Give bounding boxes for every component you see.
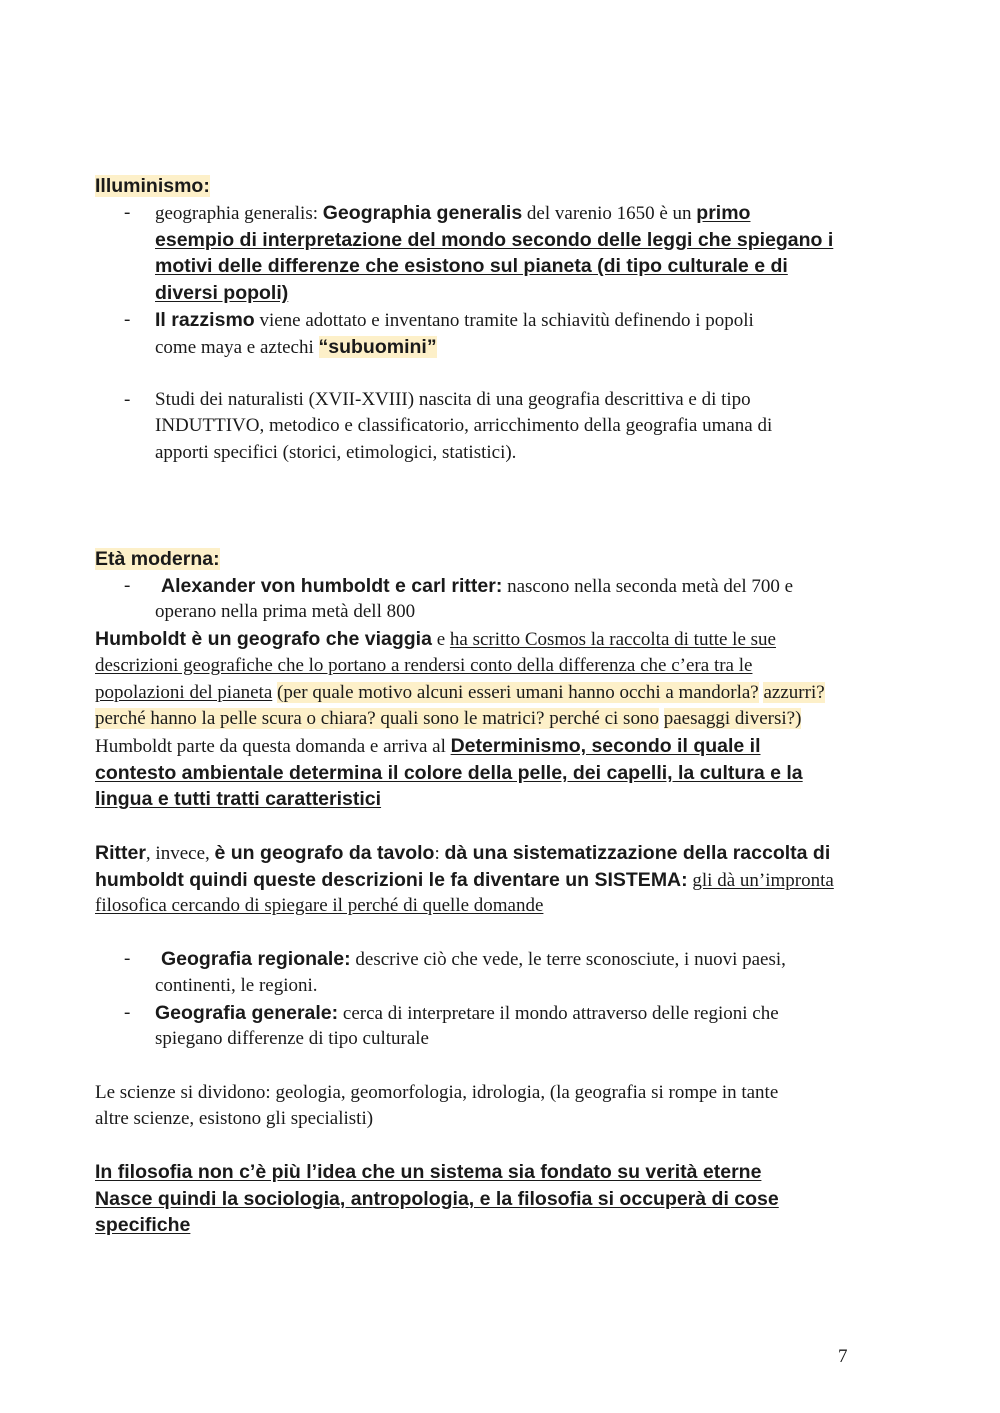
illuminismo-item1-line2: esempio di interpretazione del mondo secondo delle leggi che spiegano i: [155, 229, 834, 251]
humboldt-line4: perché hanno la pelle scura o chiara? quali sono le matrici? perché ci sono paesaggi diversi?): [95, 708, 802, 729]
illuminismo-item1-line4: diversi popoli): [155, 282, 289, 304]
heading-illuminismo: Illuminismo:: [95, 175, 210, 197]
ritter-line2: humboldt quindi queste descrizioni le fa diventare un SISTEMA: gli dà un’impronta: [95, 869, 834, 891]
regionale-line1: Geografia regionale: descrive ciò che vede, le terre sconosciute, i nuovi paesi,: [161, 948, 786, 970]
bullet: -: [124, 948, 131, 969]
illuminismo-item3-line1: Studi dei naturalisti (XVII-XVIII) nascita di una geografia descrittiva e di tipo: [155, 389, 751, 410]
bullet: -: [124, 389, 131, 410]
humboldt-line7: lingua e tutti tratti caratteristici: [95, 788, 382, 810]
generale-line1: Geografia generale: cerca di interpretare il mondo attraverso delle regioni che: [155, 1002, 779, 1024]
humboldt-line2: descrizioni geografiche che lo portano a rendersi conto della differenza che c’era tra le: [95, 655, 753, 676]
regionale-line2: continenti, le regioni.: [155, 975, 318, 996]
illuminismo-item2-line2: come maya e aztechi “subuomini”: [155, 336, 437, 358]
filosofia-line1: In filosofia non c’è più l’idea che un sistema sia fondato su verità eterne: [95, 1161, 762, 1183]
ritter-line1: Ritter, invece, è un geografo da tavolo: dà una sistematizzazione della raccolta di: [95, 842, 831, 864]
filosofia-line2: Nasce quindi la sociologia, antropologia, e la filosofia si occuperà di cose: [95, 1188, 779, 1210]
filosofia-line3: specifiche: [95, 1214, 191, 1236]
eta-item1-line1: Alexander von humboldt e carl ritter: nascono nella seconda metà del 700 e: [161, 575, 794, 597]
humboldt-line1: Humboldt è un geografo che viaggia e ha scritto Cosmos la raccolta di tutte le sue: [95, 628, 776, 650]
scienze-line2: altre scienze, esistono gli specialisti): [95, 1108, 374, 1129]
heading-eta-moderna: Età moderna:: [95, 548, 220, 570]
scienze-line1: Le scienze si dividono: geologia, geomorfologia, idrologia, (la geografia si rompe in tante: [95, 1082, 779, 1103]
ritter-line3: filosofica cercando di spiegare il perché di quelle domande: [95, 895, 544, 916]
eta-item1-line2: operano nella prima metà dell 800: [155, 601, 416, 622]
illuminismo-item2-line1: Il razzismo viene adottato e inventano tramite la schiavitù definendo i popoli: [155, 309, 754, 331]
humboldt-line6: contesto ambientale determina il colore della pelle, dei capelli, la cultura e la: [95, 762, 803, 784]
bullet: -: [124, 202, 131, 223]
illuminismo-item1-line3: motivi delle differenze che esistono sul pianeta (di tipo culturale e di: [155, 255, 788, 277]
illuminismo-item3-line3: apporti specifici (storici, etimologici, statistici).: [155, 442, 517, 463]
page-number: 7: [838, 1346, 848, 1367]
illuminismo-item3-line2: INDUTTIVO, metodico e classificatorio, arricchimento della geografia umana di: [155, 415, 773, 436]
illuminismo-item1-line1: geographia generalis: Geographia generalis del varenio 1650 è un primo: [155, 202, 751, 224]
humboldt-line5: Humboldt parte da questa domanda e arriva al Determinismo, secondo il quale il: [95, 735, 761, 757]
humboldt-line3: popolazioni del pianeta (per quale motivo alcuni esseri umani hanno occhi a mandorla? azzurri?: [95, 682, 825, 703]
generale-line2: spiegano differenze di tipo culturale: [155, 1028, 429, 1049]
bullet: -: [124, 309, 131, 330]
bullet: -: [124, 1002, 131, 1023]
bullet: -: [124, 575, 131, 596]
